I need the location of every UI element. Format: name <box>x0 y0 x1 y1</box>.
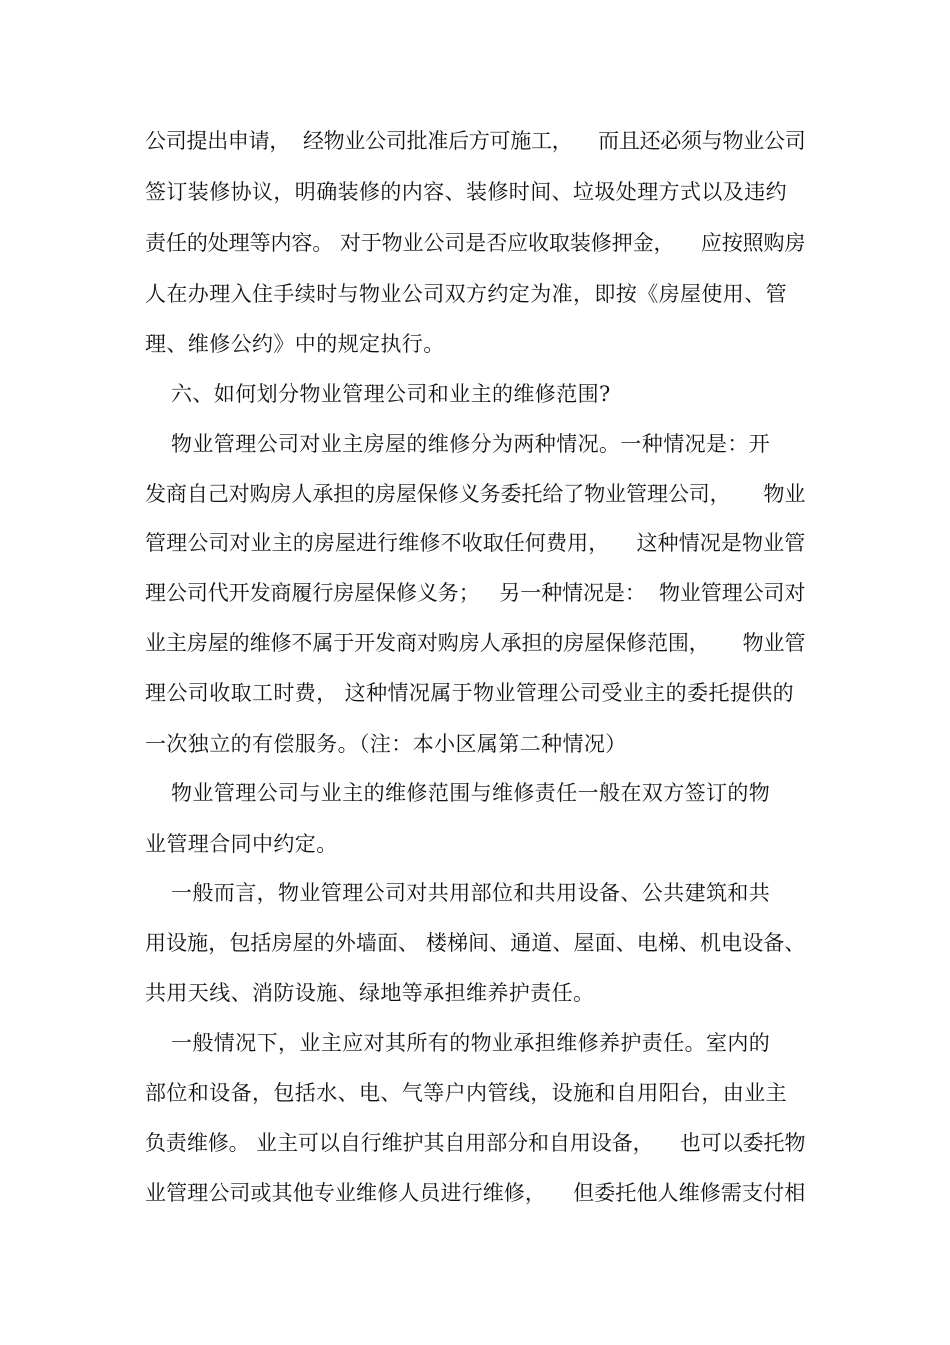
text-line: 部位和设备，包括水、电、气等户内管线，设施和自用阳台，由业主 <box>145 1081 787 1105</box>
text-line: 物业管理公司与业主的维修范围与维修责任一般在双方签订的物 <box>171 781 771 805</box>
section-heading: 六、如何划分物业管理公司和业主的维修范围? <box>171 382 611 406</box>
text-line: 人在办理入住手续时与物业公司双方约定为准，即按《房屋使用、管 <box>145 282 787 306</box>
text-line: 一般而言，物业管理公司对共用部位和共用设备、公共建筑和共 <box>171 881 771 905</box>
text-line: 业管理合同中约定。 <box>145 832 338 856</box>
text-line: 共用天线、消防设施、绿地等承担维养护责任。 <box>145 981 595 1005</box>
text-line: 签订装修协议，明确装修的内容、装修时间、垃圾处理方式以及违约 <box>145 180 787 204</box>
text-line: 一次独立的有偿服务。（注：本小区属第二种情况） <box>145 732 627 756</box>
text-line: 管理公司对业主的房屋进行维修不收取任何费用， 这种情况是物业管 <box>145 531 806 555</box>
text-line: 负责维修。 业主可以自行维护其自用部分和自用设备， 也可以委托物 <box>145 1131 806 1155</box>
text-line: 责任的处理等内容。 对于物业公司是否应收取装修押金， 应按照购房 <box>145 231 806 255</box>
text-line: 公司提出申请， 经物业公司批准后方可施工， 而且还必须与物业公司 <box>145 129 806 153</box>
text-line: 理公司代开发商履行房屋保修义务； 另一种情况是： 物业管理公司对 <box>145 581 806 605</box>
text-line: 物业管理公司对业主房屋的维修分为两种情况。一种情况是：开 <box>171 432 771 456</box>
text-line: 用设施，包括房屋的外墙面、 楼梯间、通道、屋面、电梯、机电设备、 <box>145 931 806 955</box>
text-line: 理、维修公约》中的规定执行。 <box>145 332 445 356</box>
text-line: 业主房屋的维修不属于开发商对购房人承担的房屋保修范围， 物业管 <box>145 631 806 655</box>
text-line: 理公司收取工时费， 这种情况属于物业管理公司受业主的委托提供的 <box>145 681 795 705</box>
text-line: 业管理公司或其他专业维修人员进行维修， 但委托他人维修需支付相 <box>145 1181 806 1205</box>
text-line: 发商自己对购房人承担的房屋保修义务委托给了物业管理公司， 物业 <box>145 482 806 506</box>
text-line: 一般情况下，业主应对其所有的物业承担维修养护责任。室内的 <box>171 1031 771 1055</box>
